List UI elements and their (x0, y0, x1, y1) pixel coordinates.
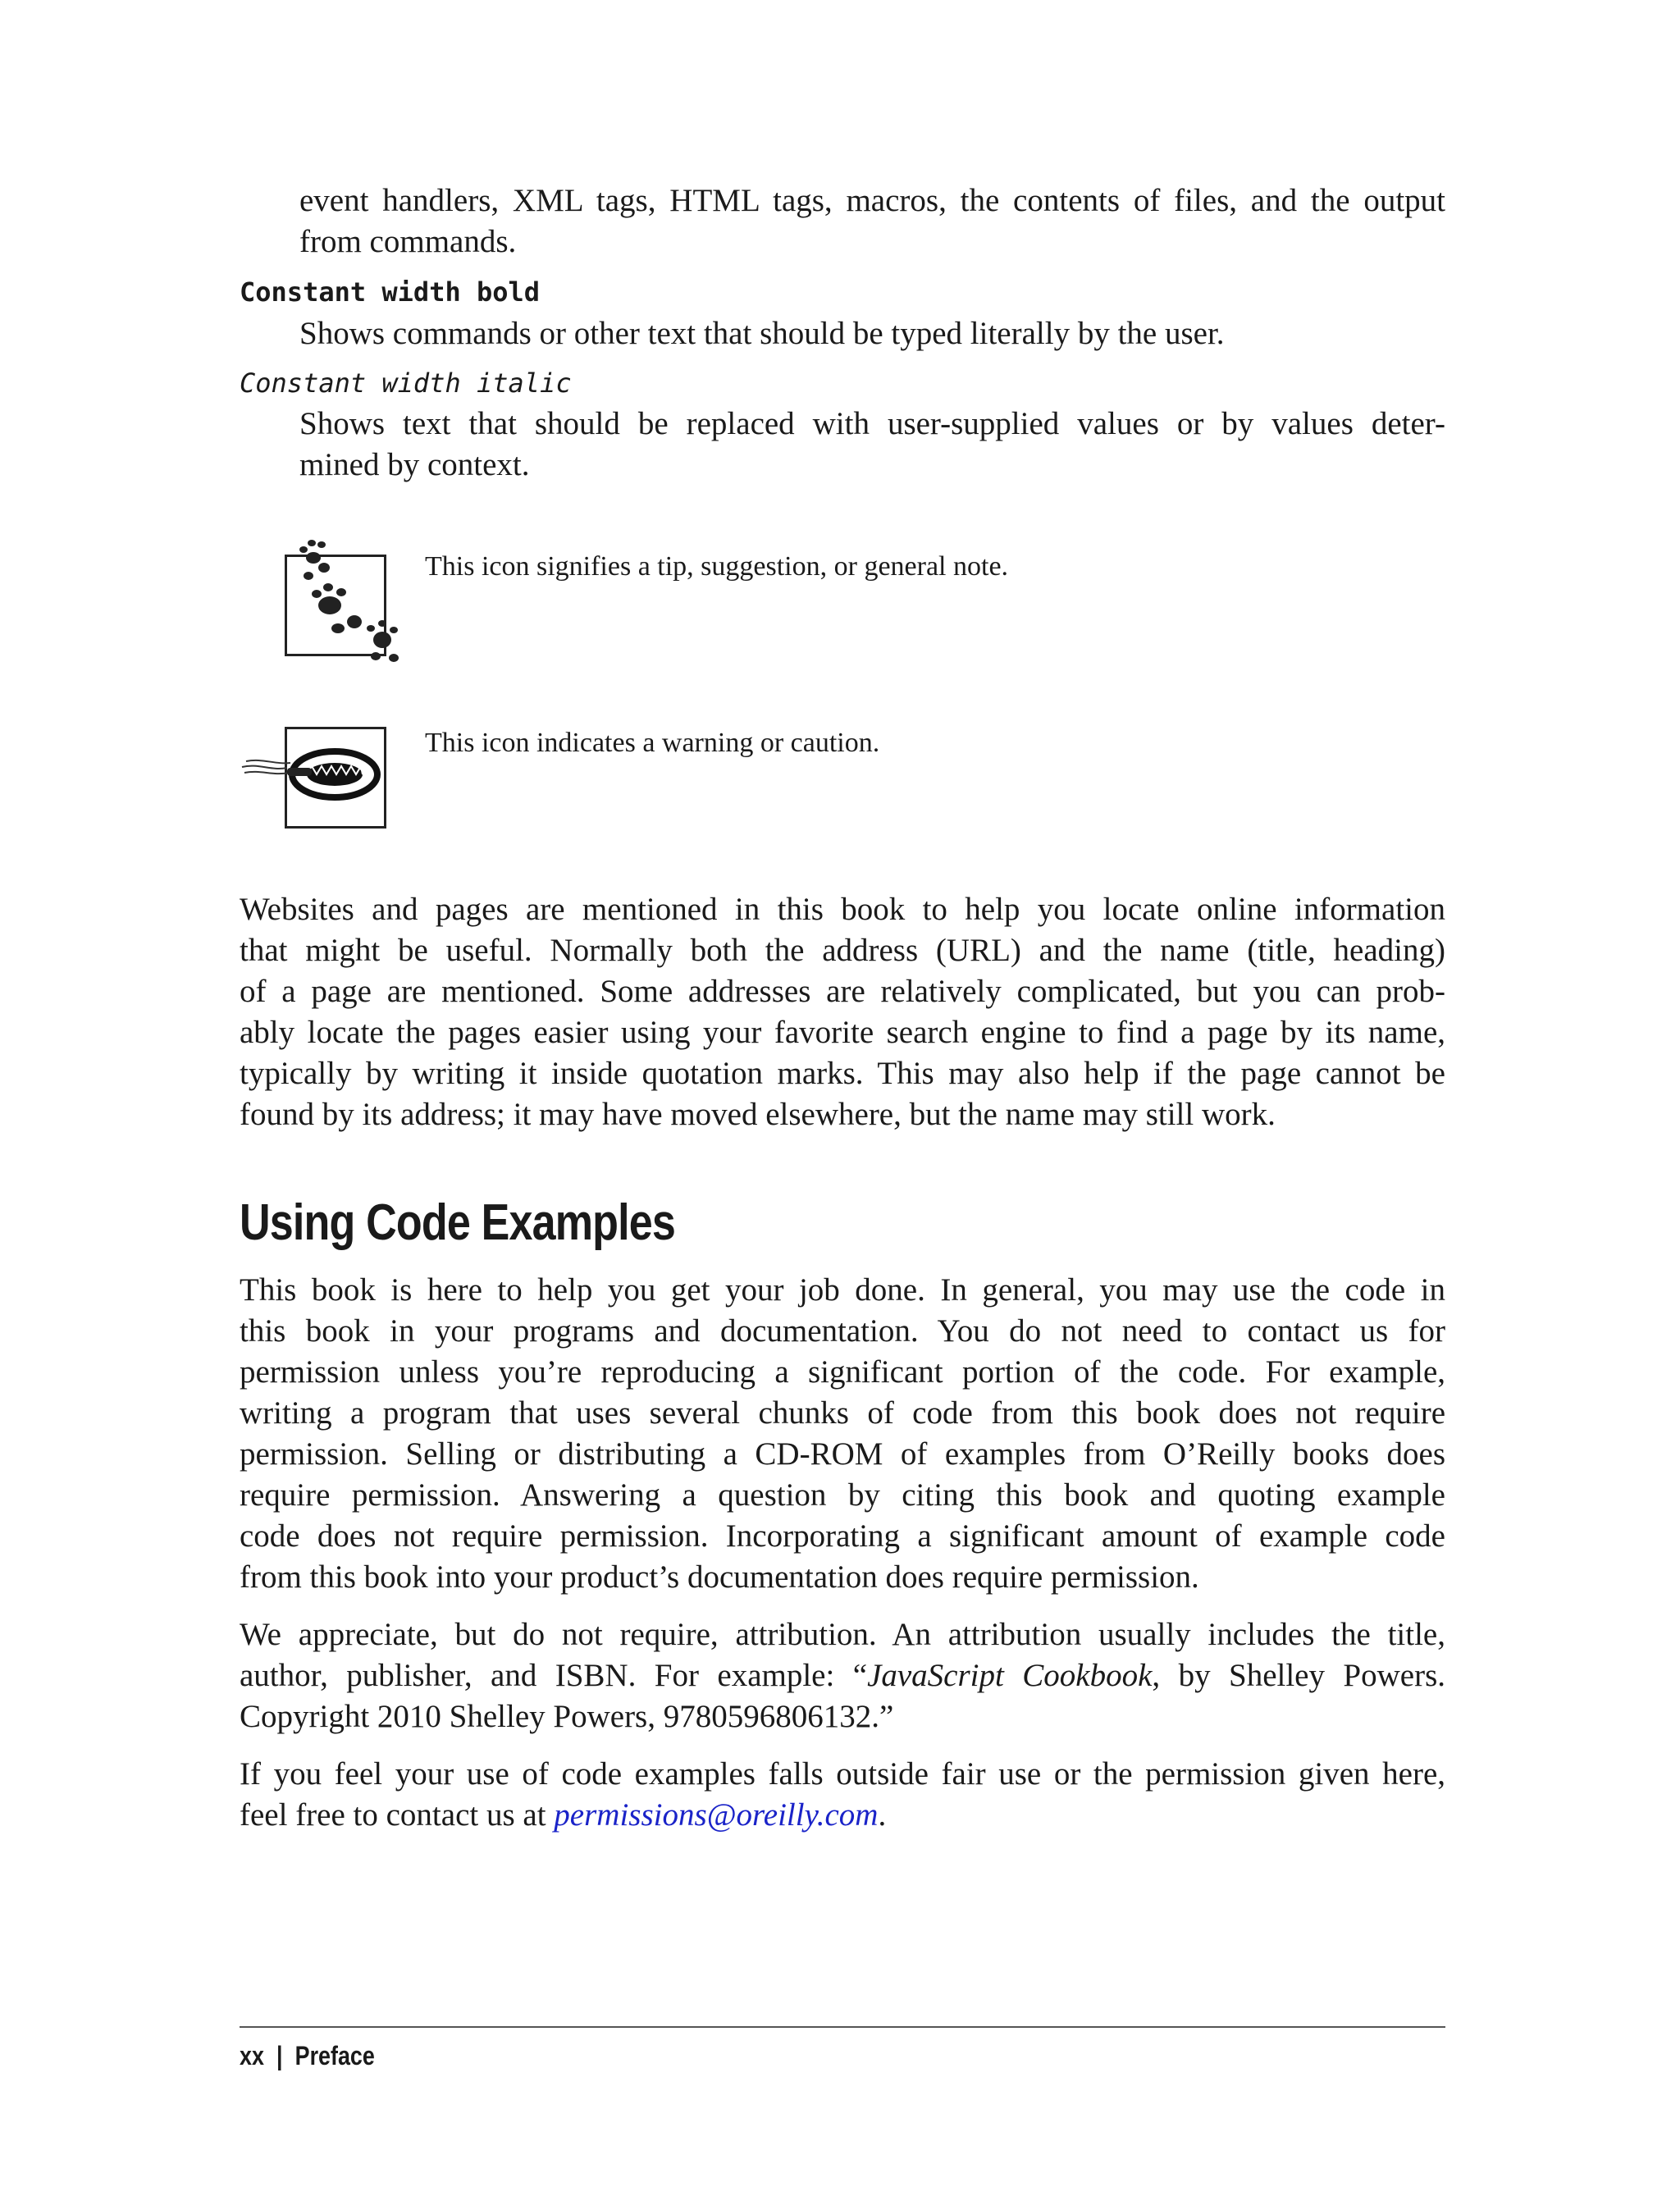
paragraph-line: require permission. Answering a question by citing this book and quoting example (240, 1477, 1445, 1513)
paragraph-line: typically by writing it inside quotation marks. This may also help if the page cannot be (240, 1056, 1445, 1091)
paragraph-line: If you feel your use of code examples falls outside fair use or the permission given here, (240, 1756, 1445, 1792)
paragraph-line: We appreciate, but do not require, attribution. An attribution usually includes the title, (240, 1617, 1445, 1652)
paragraph-line: ably locate the pages easier using your favorite search engine to find a page by its name, (240, 1015, 1445, 1050)
section-heading: Using Code Examples (240, 1194, 676, 1251)
continued-description-line: event handlers, XML tags, HTML tags, macros, the contents of files, and the output (299, 183, 1445, 218)
term-constant-width-bold: Constant width bold (240, 276, 541, 308)
paragraph-line: that might be useful. Normally both the address (URL) and the name (title, heading) (240, 933, 1445, 968)
text-run: author, publisher, and ISBN. For example: “ (240, 1658, 868, 1693)
paragraph-line: code does not require permission. Incorporating a significant amount of example code (240, 1518, 1445, 1554)
term-description: Shows commands or other text that should be typed literally by the user. (299, 316, 1225, 351)
term-constant-width-italic: Constant width italic (240, 368, 572, 399)
permissions-paragraph (240, 1754, 1445, 1836)
term-description: mined by context. (299, 447, 530, 482)
paw-prints-icon (279, 525, 418, 673)
websites-paragraph (240, 889, 1445, 1135)
page-number: xx (240, 2041, 264, 2070)
text-run: . (878, 1797, 887, 1833)
paragraph-line: permission unless you’re reproducing a significant portion of the code. For example, (240, 1354, 1445, 1390)
footer-separator: | (276, 2041, 283, 2070)
animal-trap-icon (238, 738, 394, 820)
paragraph-line: of a page are mentioned. Some addresses are relatively complicated, but you can prob- (240, 974, 1445, 1009)
continued-description-line: from commands. (299, 224, 517, 259)
paragraph-line: from this book into your product’s documentation does require permission. (240, 1559, 1199, 1595)
text-run: , by Shelley Powers. (1152, 1658, 1445, 1693)
paragraph-line: Copyright 2010 Shelley Powers, 9780596806132.” (240, 1699, 894, 1734)
paragraph-line: writing a program that uses several chunks of code from this book does not require (240, 1395, 1445, 1431)
paragraph-line: this book in your programs and documentation. You do not need to contact us for (240, 1313, 1445, 1349)
paragraph-line (240, 1655, 1445, 1696)
book-title: JavaScript Cookbook (867, 1658, 1153, 1693)
paragraph-line: found by its address; it may have moved elsewhere, but the name may still work. (240, 1097, 1276, 1132)
paragraph-line: permission. Selling or distributing a CD-ROM of examples from O’Reilly books does (240, 1436, 1445, 1472)
term-description: Shows text that should be replaced with user-supplied values or by values deter- (299, 406, 1445, 441)
attribution-paragraph (240, 1614, 1445, 1737)
tip-note-text: This icon signifies a tip, suggestion, or general note. (425, 551, 1009, 582)
text-run: feel free to contact us at (240, 1797, 555, 1833)
footer-section-name: Preface (294, 2041, 375, 2070)
paragraph-line (240, 1795, 1445, 1836)
code-examples-paragraph (240, 1270, 1445, 1598)
paragraph-line: This book is here to help you get your job done. In general, you may use the code in (240, 1272, 1445, 1308)
paragraph-line: Websites and pages are mentioned in this book to help you locate online information (240, 892, 1445, 927)
warning-note-text: This icon indicates a warning or caution. (425, 728, 880, 758)
footer-rule (240, 2026, 1445, 2028)
permissions-email-link[interactable]: permissions@oreilly.com (554, 1797, 879, 1833)
page-footer (240, 2039, 375, 2072)
